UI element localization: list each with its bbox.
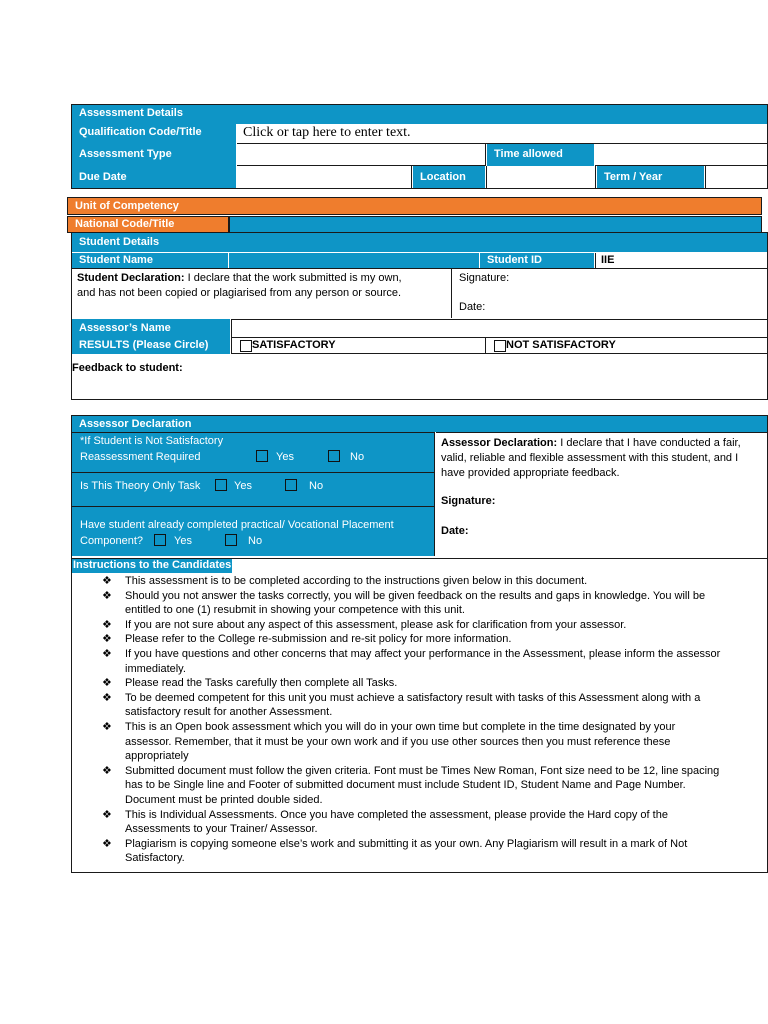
bullet-icon: ❖ — [102, 589, 112, 602]
instruction-item — [72, 647, 767, 676]
instruction-item — [72, 720, 767, 764]
instruction-text: Document must be printed double sided. — [125, 793, 323, 806]
term-year-field[interactable] — [705, 166, 767, 188]
instruction-item — [72, 808, 767, 837]
bullet-icon: ❖ — [102, 720, 112, 733]
instruction-text: To be deemed competent for this unit you must achieve a satisfactory result with tasks of this Assessment along with a — [125, 691, 701, 704]
instruction-item — [72, 676, 767, 691]
bullet-icon: ❖ — [102, 808, 112, 821]
bullet-icon: ❖ — [102, 618, 112, 631]
assessor-signature-label: Signature: — [441, 495, 496, 507]
qualification-label: Qualification Code/Title — [72, 124, 236, 144]
practical-no-label: No — [248, 535, 263, 547]
bullet-icon: ❖ — [102, 691, 112, 704]
instruction-text: If you are not sure about any aspect of this assessment, please ask for clarification from your assessor. — [125, 618, 627, 631]
instruction-text: Satisfactory. — [125, 852, 185, 865]
instructions-header — [72, 559, 232, 573]
due-date-label: Due Date — [72, 166, 236, 188]
instruction-text: satisfactory result for another Assessment. — [125, 706, 333, 719]
instruction-text: has to be Single line and Footer of submitted document must include Student ID, Student Name and Page Number. — [125, 779, 686, 792]
instruction-text: If you have questions and other concerns that may affect your performance in the Assessment, please inform the assessor — [125, 647, 721, 660]
location-label: Location — [413, 166, 485, 188]
instruction-item — [72, 589, 767, 618]
feedback-label: Feedback to student: — [72, 362, 183, 374]
location-field[interactable] — [486, 166, 596, 188]
assessor-declaration-title: Assessor Declaration: — [441, 437, 558, 449]
student-declaration-cell — [72, 268, 452, 318]
theory-only-label: Is This Theory Only Task — [80, 480, 201, 492]
instruction-item — [72, 691, 767, 720]
assessment-type-field[interactable] — [237, 144, 486, 166]
reassessment-cell — [72, 432, 435, 472]
practical-yes-checkbox[interactable] — [154, 534, 166, 546]
reassess-yes-label: Yes — [276, 451, 294, 463]
national-code-label: National Code/Title — [67, 216, 229, 233]
assessor-declaration-text-3: have provided appropriate feedback. — [441, 467, 620, 479]
practical-no-checkbox[interactable] — [225, 534, 237, 546]
instruction-text: assessor. Remember, that it must be your own work and if you use other sources then you must reference these — [125, 735, 671, 748]
reassess-no-checkbox[interactable] — [328, 450, 340, 462]
qualification-field-text: Click or tap here to enter text. — [243, 125, 411, 140]
student-declaration-text: I declare that the work submitted is my own, — [184, 272, 402, 284]
instruction-text: immediately. — [125, 662, 186, 675]
instruction-text: Should you not answer the tasks correctly, you will be given feedback on the results and gaps in knowledge. You will be — [125, 589, 706, 602]
student-details-header: Student Details — [72, 233, 767, 252]
term-year-label: Term / Year — [597, 166, 704, 188]
assessor-name-label: Assessor’s Name — [72, 319, 230, 337]
results-label: RESULTS (Please Circle) — [72, 337, 230, 354]
instruction-text: entitled to one (1) resubmit in showing your competence with this unit. — [125, 604, 465, 617]
instruction-text: Please refer to the College re-submission and re-sit policy for more information. — [125, 633, 512, 646]
theory-no-label: No — [309, 480, 324, 492]
student-id-field[interactable] — [595, 253, 767, 268]
assessment-type-label: Assessment Type — [72, 144, 236, 166]
assessor-date-label: Date: — [441, 525, 469, 537]
instructions-list-container — [72, 574, 767, 871]
instruction-text: Please read the Tasks carefully then complete all Tasks. — [125, 677, 398, 690]
student-name-label: Student Name — [72, 253, 228, 268]
practical-cell — [72, 506, 435, 556]
reassess-no-label: No — [350, 451, 365, 463]
instruction-text: This is an Open book assessment which you will do in your own time but complete in the time designated by your — [125, 720, 676, 733]
bullet-icon: ❖ — [102, 647, 112, 660]
assessor-name-field[interactable] — [231, 319, 767, 337]
instruction-item — [72, 764, 767, 808]
not-satisfactory-label: NOT SATISFACTORY — [506, 339, 616, 351]
not-satisfactory-checkbox[interactable] — [494, 340, 506, 352]
student-declaration-title: Student Declaration: — [77, 272, 185, 284]
time-allowed-label: Time allowed — [487, 144, 594, 166]
instruction-text: This assessment is to be completed according to the instructions given below in this document. — [125, 575, 588, 587]
reassessment-line-2: Reassessment Required — [80, 451, 201, 463]
practical-line-1: Have student already completed practical/ Vocational Placement — [80, 519, 394, 531]
student-date-label: Date: — [459, 301, 486, 313]
student-id-label: Student ID — [480, 253, 594, 268]
assessor-declaration-text-1: I declare that I have conducted a fair, — [557, 437, 741, 449]
national-code-field[interactable] — [229, 216, 762, 233]
student-id-value: IIE — [601, 254, 615, 266]
theory-yes-label: Yes — [234, 480, 252, 492]
time-allowed-field[interactable] — [595, 144, 767, 166]
feedback-cell[interactable] — [72, 355, 767, 399]
satisfactory-checkbox[interactable] — [240, 340, 252, 352]
assessment-details-header: Assessment Details — [72, 105, 767, 124]
instructions-list — [72, 574, 767, 866]
bullet-icon: ❖ — [102, 633, 112, 646]
instruction-text: This is Individual Assessments. Once you have completed the assessment, please provide the Hard copy of the — [125, 808, 668, 821]
reassess-yes-checkbox[interactable] — [256, 450, 268, 462]
instruction-item — [72, 837, 767, 866]
bullet-icon: ❖ — [102, 764, 112, 777]
instruction-text: Submitted document must follow the given criteria. Font must be Times New Roman, Font size need to be 12, line spacing — [125, 764, 720, 777]
instruction-text: Assessments to your Trainer/ Assessor. — [125, 823, 318, 836]
instruction-item — [72, 618, 767, 633]
due-date-field[interactable] — [237, 166, 412, 188]
unit-of-competency-header: Unit of Competency — [67, 197, 762, 215]
result-satisfactory-option[interactable] — [231, 337, 486, 354]
qualification-field[interactable] — [237, 124, 767, 144]
student-signature-cell[interactable] — [452, 268, 767, 318]
practical-yes-label: Yes — [174, 535, 192, 547]
assessor-declaration-cell[interactable] — [436, 432, 767, 556]
instruction-item — [72, 632, 767, 647]
bullet-icon: ❖ — [102, 575, 112, 587]
reassessment-line-1: *If Student is Not Satisfactory — [80, 435, 224, 447]
result-not-satisfactory-option[interactable] — [486, 337, 767, 354]
bullet-icon: ❖ — [102, 837, 112, 850]
theory-only-cell — [72, 472, 435, 506]
theory-yes-checkbox[interactable] — [215, 479, 227, 491]
student-declaration-text-2: and has not been copied or plagiarised from any person or source. — [77, 287, 402, 299]
satisfactory-label: SATISFACTORY — [252, 339, 336, 351]
assessor-declaration-text-2: valid, reliable and flexible assessment with this student, and I — [441, 452, 739, 464]
theory-no-checkbox[interactable] — [285, 479, 297, 491]
instruction-text: appropriately — [125, 750, 189, 763]
instruction-item — [72, 574, 767, 589]
student-signature-label: Signature: — [459, 272, 510, 284]
bullet-icon: ❖ — [102, 677, 112, 690]
assessor-declaration-header: Assessor Declaration — [72, 416, 767, 432]
instructions-title: Instructions to the Candidates — [73, 559, 232, 571]
student-name-field[interactable] — [229, 253, 479, 268]
practical-line-2: Component? — [80, 535, 143, 547]
instruction-text: Plagiarism is copying someone else’s work and submitting it as your own. Any Plagiarism will result in a mark of Not — [125, 837, 688, 850]
